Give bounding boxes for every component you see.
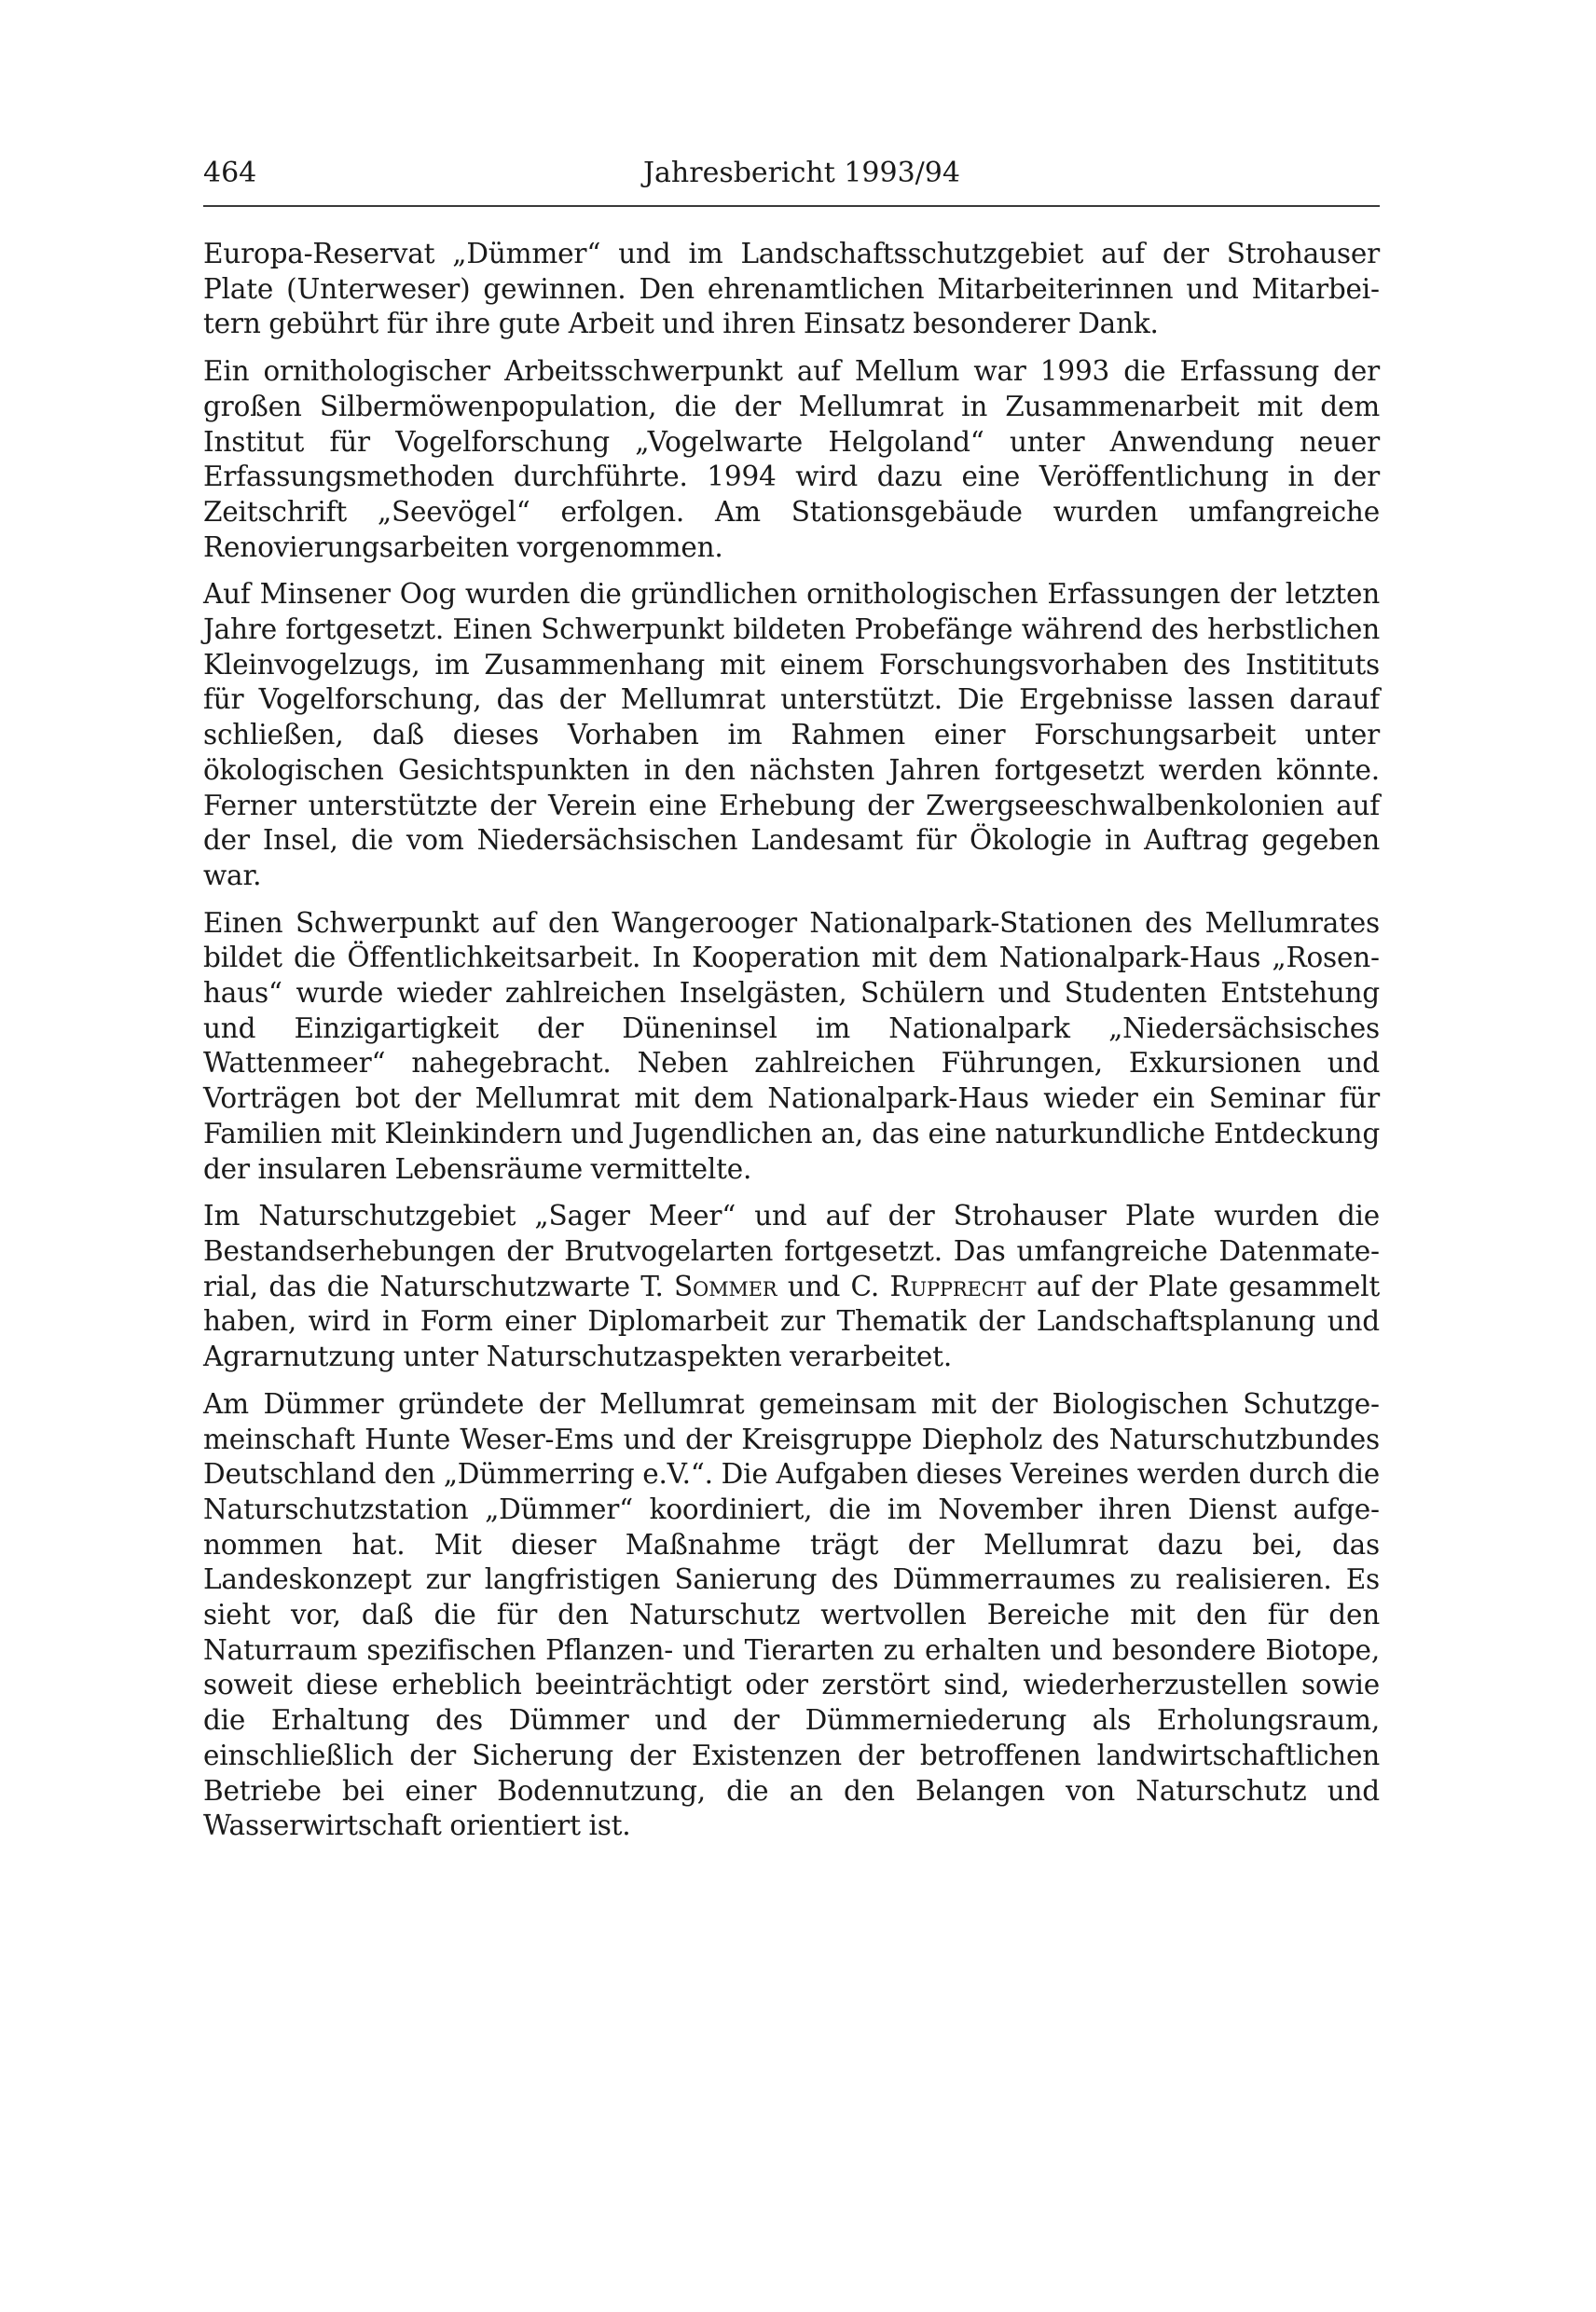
person-name-rupprecht: Rupprecht [889,1270,1026,1302]
page-header [203,149,1380,207]
body-text [203,237,1380,1856]
paragraph-mellum: Ein ornithologischer Arbeitsschwerpunkt auf Mellum war 1993 die Erfassung der großen Silbermöwenpopulation, die der Mellumrat in Zusammenarbeit mit dem Institut für Vogelforschung „Vogelwarte Helgoland“ unter Anwendung neuer Erfassungsmethoden durchführte. 1994 wird dazu eine Veröffentlichung in der Zeitschrift „Seevögel“ erfolgen. Am Stationsgebäude wurden umfangreiche Renovierungsarbeiten vorgenommen. [203,355,1380,563]
person-name-sommer: Sommer [674,1270,777,1302]
paragraph-wangerooge: Einen Schwerpunkt auf den Wangerooger Nationalpark-Stationen des Mellumrates bildet die Öffentlichkeitsarbeit. In Kooperation mit dem Nationalpark-Haus „Rosenhaus“ wurde wieder zahlreichen Inselgästen, Schülern und Studenten Entstehung und Einzigartigkeit der Düneninsel im Nationalpark „Niedersächsisches Wattenmeer“ nahegebracht. Neben zahlreichen Führungen, Exkursionen und Vorträgen bot der Mellumrat mit dem Nationalpark-Haus wieder ein Seminar für Familien mit Kleinkindern und Jugendlichen an, das eine naturkundliche Entdeckung der insularen Lebensräume vermittelte. [203,906,1380,1185]
paragraph-text-segment: auf der Plate gesammelt haben, wird in Form einer Diplomarbeit zur Thematik der Landschaftsplanung und Agrarnutzung unter Naturschutzaspekten verarbeitet. [203,1270,1380,1373]
paragraph-volunteers: Europa-Reservat „Dümmer“ und im Landschaftsschutzgebiet auf der Strohauser Plate (Unterweser) gewinnen. Den ehrenamtlichen Mitarbeiterinnen und Mitarbeitern gebührt für ihre gute Arbeit und ihren Einsatz besonderer Dank. [203,238,1380,340]
paragraph-sager-meer [203,1199,1380,1375]
paragraph-text-segment: und C. [777,1270,890,1302]
paragraph-text-segment: Im Naturschutzgebiet „Sager Meer“ und auf der Strohauser Plate wurden die Bestandserhebungen der Brutvogelarten fortgesetzt. Das umfangreiche Datenmaterial, das die Naturschutzwarte T. [203,1200,1380,1302]
page-number: 464 [203,157,257,189]
running-title: Jahresbericht 1993/94 [643,157,960,189]
paragraph-duemmer: Am Dümmer gründete der Mellumrat gemeinsam mit der Biologischen Schutzgemeinschaft Hunte Weser-Ems und der Kreisgruppe Diepholz des Naturschutzbundes Deutschland den „Dümmerring e.V.“. Die Aufgaben dieses Vereines werden durch die Naturschutzstation „Dümmer“ koordiniert, die im November ihren Dienst aufgenommen hat. Mit dieser Maßnahme trägt der Mellumrat dazu bei, das Landeskonzept zur langfristigen Sanierung des Dümmerraumes zu realisieren. Es sieht vor, daß die für den Naturschutz wertvollen Bereiche mit den für den Naturraum spezifischen Pflanzen- und Tierarten zu erhalten und besondere Biotope, soweit diese erheblich beeinträchtigt oder zerstört sind, wiederherzustellen sowie die Erhaltung des Dümmer und der Dümmerniederung als Erholungsraum, einschließlich der Sicherung der Existenzen der betroffenen landwirtschaftlichen Betriebe bei einer Bodennutzung, die an den Belangen von Naturschutz und Wasserwirtschaft orientiert ist. [203,1387,1380,1842]
paragraph-minsener-oog: Auf Minsener Oog wurden die gründlichen ornithologischen Erfassungen der letzten Jahre fortgesetzt. Einen Schwerpunkt bildeten Probefänge während des herbstlichen Kleinvogelzugs, im Zusammenhang mit einem Forschungsvorhaben des Institituts für Vogelforschung, das der Mellumrat unterstützt. Die Ergebnisse lassen darauf schließen, daß dieses Vorhaben im Rahmen einer Forschungsarbeit unter ökologischen Gesichtspunkten in den nächsten Jahren fortgesetzt werden könnte. Ferner unterstützte der Verein eine Erhebung der Zwergseeschwalbenkolonien auf der Insel, die vom Niedersächsischen Landesamt für Ökologie in Auftrag gegeben war. [203,578,1380,891]
